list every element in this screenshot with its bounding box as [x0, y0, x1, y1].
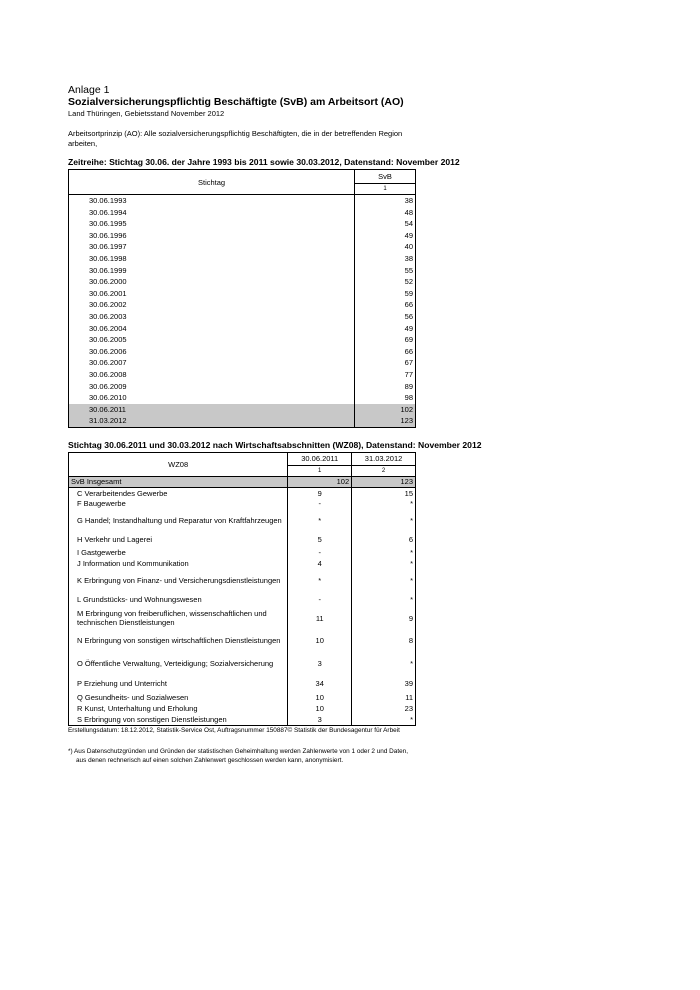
value-cell: 89	[355, 381, 416, 393]
value-2012: *	[352, 569, 416, 591]
table-row	[69, 392, 416, 404]
value-2012: 6	[352, 531, 416, 547]
table-row	[69, 498, 416, 509]
table-row	[69, 369, 416, 381]
value-cell: 123	[355, 415, 416, 427]
sector-label: H Verkehr und Lagerei	[69, 531, 288, 547]
sector-label: P Erziehung und Unterricht	[69, 675, 288, 692]
table-row	[69, 381, 416, 393]
sector-label: Q Gesundheits- und Sozialwesen	[69, 692, 288, 703]
col-number: 1	[355, 183, 416, 194]
value-2011: 102	[288, 476, 352, 487]
col-header-wz08: WZ08	[69, 452, 288, 476]
value-2012: 123	[352, 476, 416, 487]
sector-body	[69, 476, 416, 725]
table-row	[69, 692, 416, 703]
report-title: Sozialversicherungspflichtig Beschäftigte (SvB) am Arbeitsort (AO)	[68, 96, 404, 108]
table-row	[69, 714, 416, 725]
value-cell: 38	[355, 253, 416, 265]
table-row	[69, 487, 416, 498]
value-2011: -	[288, 547, 352, 558]
value-cell: 49	[355, 323, 416, 335]
sector-label: N Erbringung von sonstigen wirtschaftlichen Dienstleistungen	[69, 629, 288, 651]
value-2011: *	[288, 569, 352, 591]
report-subtitle: Land Thüringen, Gebietsstand November 2012	[68, 109, 225, 118]
time-series-table	[68, 169, 416, 428]
value-2011: 9	[288, 487, 352, 498]
value-cell: 52	[355, 276, 416, 288]
value-cell: 48	[355, 207, 416, 219]
value-2011: 34	[288, 675, 352, 692]
table-row	[69, 415, 416, 427]
col-number: 1	[288, 465, 352, 476]
date-cell: 30.06.2005	[69, 334, 355, 346]
table-row	[69, 218, 416, 230]
table-row	[69, 357, 416, 369]
date-cell: 30.06.2004	[69, 323, 355, 335]
col-header-2012: 31.03.2012	[352, 452, 416, 465]
value-cell: 56	[355, 311, 416, 323]
table-row	[69, 311, 416, 323]
table-row	[69, 276, 416, 288]
value-2012: 39	[352, 675, 416, 692]
value-2012: *	[352, 651, 416, 675]
sector-table	[68, 452, 416, 726]
value-2012: 8	[352, 629, 416, 651]
sector-label: C Verarbeitendes Gewerbe	[69, 487, 288, 498]
value-2011: -	[288, 591, 352, 607]
table-row	[69, 230, 416, 242]
table-row	[69, 675, 416, 692]
sector-label: S Erbringung von sonstigen Dienstleistungen	[69, 714, 288, 725]
date-cell: 30.06.2011	[69, 404, 355, 416]
table-row	[69, 195, 416, 207]
date-cell: 30.06.2006	[69, 346, 355, 358]
table-row	[69, 207, 416, 219]
value-cell: 98	[355, 392, 416, 404]
table-row	[69, 703, 416, 714]
date-cell: 30.06.2003	[69, 311, 355, 323]
value-2012: 23	[352, 703, 416, 714]
table-row	[69, 558, 416, 569]
sector-label: R Kunst, Unterhaltung und Erholung	[69, 703, 288, 714]
value-cell: 69	[355, 334, 416, 346]
value-2012: 15	[352, 487, 416, 498]
value-2012: 11	[352, 692, 416, 703]
sector-label: J Information und Kommunikation	[69, 558, 288, 569]
date-cell: 30.06.1998	[69, 253, 355, 265]
date-cell: 30.06.1997	[69, 241, 355, 253]
value-2011: 4	[288, 558, 352, 569]
report-page	[68, 84, 488, 765]
sector-heading: Stichtag 30.06.2011 und 30.03.2012 nach Wirtschaftsabschnitten (WZ08), Datenstand: November 2012	[68, 439, 482, 450]
date-cell: 30.06.2000	[69, 276, 355, 288]
table-row	[69, 299, 416, 311]
value-cell: 49	[355, 230, 416, 242]
date-cell: 30.06.2010	[69, 392, 355, 404]
value-cell: 40	[355, 241, 416, 253]
date-cell: 30.06.2009	[69, 381, 355, 393]
table-row	[69, 651, 416, 675]
table-row	[69, 569, 416, 591]
table-row	[69, 346, 416, 358]
table-row	[69, 509, 416, 531]
sector-label: F Baugewerbe	[69, 498, 288, 509]
value-cell: 59	[355, 288, 416, 300]
table-row	[69, 334, 416, 346]
value-2011: 10	[288, 703, 352, 714]
table-row	[69, 323, 416, 335]
value-2012: *	[352, 498, 416, 509]
value-2011: 5	[288, 531, 352, 547]
table-row	[69, 253, 416, 265]
table-row	[69, 265, 416, 277]
date-cell: 30.06.2008	[69, 369, 355, 381]
table-row	[69, 404, 416, 416]
value-cell: 38	[355, 195, 416, 207]
value-cell: 66	[355, 346, 416, 358]
table-row	[69, 629, 416, 651]
time-series-body	[69, 195, 416, 428]
sector-label: G Handel; Instandhaltung und Reparatur von Kraftfahrzeugen	[69, 509, 288, 531]
date-cell: 31.03.2012	[69, 415, 355, 427]
value-2012: *	[352, 509, 416, 531]
table-row	[69, 591, 416, 607]
value-2011: -	[288, 498, 352, 509]
footnote-line: *) Aus Datenschutzgründen und Gründen der statistischen Geheimhaltung werden Zahlenwerte von 1 oder 2 und Daten,	[68, 747, 408, 755]
annex-label: Anlage 1	[68, 84, 110, 96]
sector-label: L Grundstücks- und Wohnungswesen	[69, 591, 288, 607]
table-row	[69, 607, 416, 629]
date-cell: 30.06.2001	[69, 288, 355, 300]
footnote	[68, 747, 408, 765]
value-2011: 3	[288, 714, 352, 725]
sector-label: K Erbringung von Finanz- und Versicherungsdienstleistungen	[69, 569, 288, 591]
definition-text: Arbeitsortprinzip (AO): Alle sozialversicherungspflichtig Beschäftigten, die in der betreffenden Region arbeiten,	[68, 129, 403, 148]
value-cell: 77	[355, 369, 416, 381]
table-row	[69, 241, 416, 253]
date-cell: 30.06.1995	[69, 218, 355, 230]
date-cell: 30.06.1993	[69, 195, 355, 207]
sector-label: SvB Insgesamt	[69, 476, 288, 487]
table-row	[69, 547, 416, 558]
total-row	[69, 476, 416, 487]
value-cell: 102	[355, 404, 416, 416]
creation-note: Erstellungsdatum: 18.12.2012, Statistik-Service Ost, Auftragsnummer 150887© Statistik der Bundesagentur für Arbeit	[68, 726, 400, 734]
footnote-line: aus denen rechnerisch auf einen solchen Zahlenwert geschlossen werden kann, anonymisiert.	[76, 756, 344, 764]
sector-label: I Gastgewerbe	[69, 547, 288, 558]
table-row	[69, 288, 416, 300]
value-2011: 3	[288, 651, 352, 675]
col-number: 2	[352, 465, 416, 476]
sector-label: M Erbringung von freiberuflichen, wissenschaftlichen und technischen Dienstleistungen	[69, 607, 288, 629]
date-cell: 30.06.2007	[69, 357, 355, 369]
date-cell: 30.06.1999	[69, 265, 355, 277]
value-cell: 55	[355, 265, 416, 277]
value-2012: 9	[352, 607, 416, 629]
sector-label: O Öffentliche Verwaltung, Verteidigung; Sozialversicherung	[69, 651, 288, 675]
value-cell: 67	[355, 357, 416, 369]
value-2012: *	[352, 547, 416, 558]
col-header-svb: SvB	[355, 170, 416, 184]
date-cell: 30.06.1996	[69, 230, 355, 242]
time-series-heading: Zeitreihe: Stichtag 30.06. der Jahre 1993 bis 2011 sowie 30.03.2012, Datenstand: November 2012	[68, 157, 460, 167]
value-2011: 10	[288, 629, 352, 651]
value-2011: 10	[288, 692, 352, 703]
value-2011: 11	[288, 607, 352, 629]
value-2012: *	[352, 714, 416, 725]
col-header-2011: 30.06.2011	[288, 452, 352, 465]
col-header-stichtag: Stichtag	[69, 170, 355, 195]
value-2012: *	[352, 558, 416, 569]
value-cell: 54	[355, 218, 416, 230]
date-cell: 30.06.2002	[69, 299, 355, 311]
table-row	[69, 531, 416, 547]
value-2011: *	[288, 509, 352, 531]
value-2012: *	[352, 591, 416, 607]
date-cell: 30.06.1994	[69, 207, 355, 219]
value-cell: 66	[355, 299, 416, 311]
